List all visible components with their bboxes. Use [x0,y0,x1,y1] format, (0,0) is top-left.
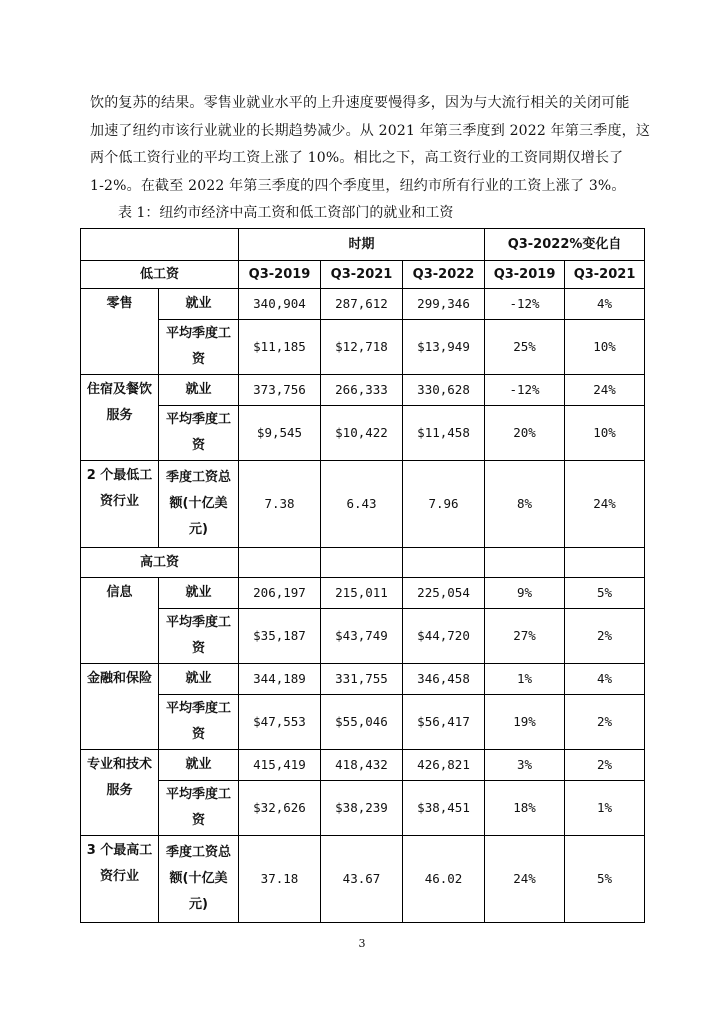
empty-cell [485,548,565,578]
table-row [81,375,645,406]
value-cell: 2% [565,750,645,781]
high-wage-heading: 高工资 [81,548,239,578]
period-header: 时期 [239,229,485,261]
value-cell: 4% [565,289,645,320]
row-label: 就业 [159,578,239,609]
total-row [81,461,645,548]
value-cell: $44,720 [403,609,485,664]
column-header: Q3-2021 [321,261,403,289]
value-cell: 344,189 [239,664,321,695]
value-cell: 373,756 [239,375,321,406]
value-cell: 299,346 [403,289,485,320]
value-cell: 46.02 [403,836,485,923]
value-cell: 418,432 [321,750,403,781]
value-cell: 206,197 [239,578,321,609]
value-cell: $13,949 [403,320,485,375]
value-cell: 426,821 [403,750,485,781]
value-cell: 24% [485,836,565,923]
sector-name: 金融和保险 [81,664,159,750]
paragraph-line: 饮的复苏的结果。零售业就业水平的上升速度要慢得多，因为与大流行相关的关闭可能 [90,95,630,111]
value-cell: 8% [485,461,565,548]
total-label: 季度工资总额(十亿美元) [159,836,239,923]
column-header-row [81,261,645,289]
table-row [81,750,645,781]
value-cell: $11,458 [403,406,485,461]
value-cell: 225,054 [403,578,485,609]
empty-cell [321,548,403,578]
empty-cell [239,548,321,578]
value-cell: 2% [565,609,645,664]
value-cell: 4% [565,664,645,695]
value-cell: 20% [485,406,565,461]
body-paragraph [90,90,650,200]
row-label: 平均季度工资 [159,609,239,664]
value-cell: 9% [485,578,565,609]
value-cell: 2% [565,695,645,750]
value-cell: 287,612 [321,289,403,320]
low-wage-heading: 低工资 [81,261,239,289]
row-label: 平均季度工资 [159,406,239,461]
row-label: 就业 [159,375,239,406]
column-header: Q3-2019 [485,261,565,289]
empty-cell [403,548,485,578]
value-cell: 1% [565,781,645,836]
value-cell: $47,553 [239,695,321,750]
value-cell: 7.96 [403,461,485,548]
table-row [81,289,645,320]
value-cell: 331,755 [321,664,403,695]
value-cell: $32,626 [239,781,321,836]
value-cell: 5% [565,836,645,923]
table-row [81,695,645,750]
high-wage-heading-row [81,548,645,578]
value-cell: 1% [485,664,565,695]
value-cell: 37.18 [239,836,321,923]
value-cell: $38,451 [403,781,485,836]
value-cell: 24% [565,461,645,548]
sector-name: 信息 [81,578,159,664]
value-cell: $38,239 [321,781,403,836]
empty-header-cell [81,229,239,261]
value-cell: $10,422 [321,406,403,461]
paragraph-line: 加速了纽约市该行业就业的长期趋势减少。从 2021 年第三季度到 2022 年第三季度，这 [90,122,651,139]
value-cell: 415,419 [239,750,321,781]
total-row [81,836,645,923]
row-label: 就业 [159,289,239,320]
value-cell: 10% [565,320,645,375]
value-cell: 266,333 [321,375,403,406]
value-cell: 43.67 [321,836,403,923]
value-cell: 27% [485,609,565,664]
value-cell: $9,545 [239,406,321,461]
value-cell: 25% [485,320,565,375]
table-row [81,406,645,461]
change-from-header: Q3-2022%变化自 [485,229,645,261]
column-header: Q3-2019 [239,261,321,289]
value-cell: 215,011 [321,578,403,609]
value-cell: -12% [485,289,565,320]
value-cell: 3% [485,750,565,781]
value-cell: 330,628 [403,375,485,406]
wage-table [80,228,645,923]
sector-name: 零售 [81,289,159,375]
value-cell: $55,046 [321,695,403,750]
value-cell: 18% [485,781,565,836]
table-row [81,609,645,664]
table-row [81,578,645,609]
value-cell: $11,185 [239,320,321,375]
value-cell: $35,187 [239,609,321,664]
value-cell: 7.38 [239,461,321,548]
total-label: 季度工资总额(十亿美元) [159,461,239,548]
table-caption: 表 1：纽约市经济中高工资和低工资部门的就业和工资 [118,205,454,221]
table-row [81,320,645,375]
value-cell: 10% [565,406,645,461]
row-label: 就业 [159,664,239,695]
value-cell: 24% [565,375,645,406]
value-cell: 5% [565,578,645,609]
column-header: Q3-2022 [403,261,485,289]
column-header: Q3-2021 [565,261,645,289]
empty-cell [565,548,645,578]
row-label: 平均季度工资 [159,695,239,750]
value-cell: 19% [485,695,565,750]
row-label: 就业 [159,750,239,781]
row-label: 平均季度工资 [159,320,239,375]
paragraph-line: 1-2%。在截至 2022 年第三季度的四个季度里，纽约市所有行业的工资上涨了 3%。 [90,177,626,194]
total-name: 3 个最高工资行业 [81,836,159,923]
paragraph-line: 两个低工资行业的平均工资上涨了 10%。相比之下，高工资行业的工资同期仅增长了 [90,150,624,166]
row-label: 平均季度工资 [159,781,239,836]
table-row [81,781,645,836]
total-name: 2 个最低工资行业 [81,461,159,548]
value-cell: $43,749 [321,609,403,664]
value-cell: 6.43 [321,461,403,548]
value-cell: $12,718 [321,320,403,375]
sector-name: 专业和技术服务 [81,750,159,836]
value-cell: -12% [485,375,565,406]
page-number: 3 [358,937,366,950]
header-row [81,229,645,261]
sector-name: 住宿及餐饮服务 [81,375,159,461]
table-row [81,664,645,695]
table-body [81,229,645,923]
value-cell: 346,458 [403,664,485,695]
value-cell: $56,417 [403,695,485,750]
value-cell: 340,904 [239,289,321,320]
